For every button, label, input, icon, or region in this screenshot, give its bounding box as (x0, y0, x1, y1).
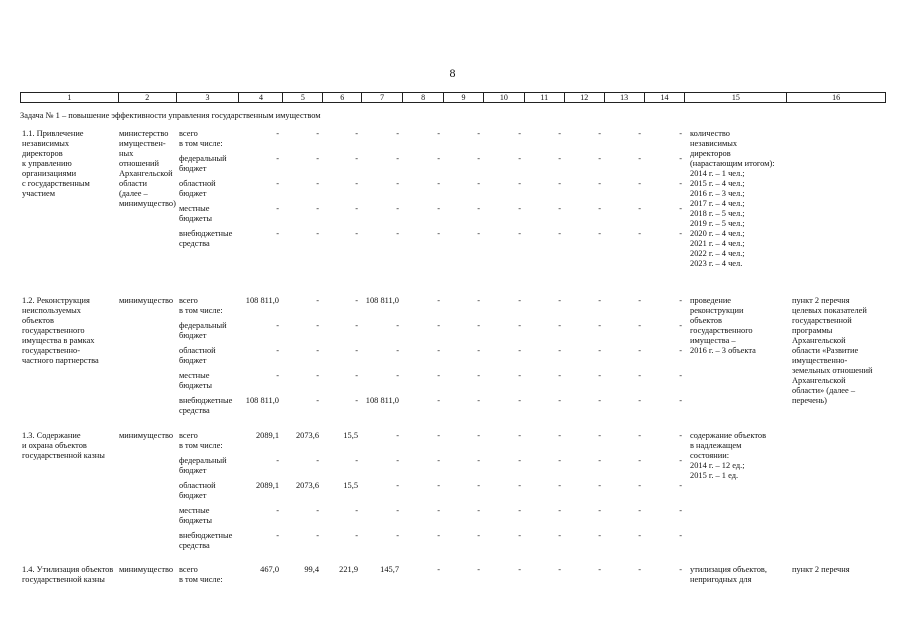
funding-value-cell: - (679, 506, 682, 515)
header-col-9: 9 (444, 93, 484, 102)
funding-value-cell: - (598, 154, 601, 163)
funding-value-cell: - (396, 456, 399, 465)
indicator-reference: пункт 2 перечня (792, 565, 850, 574)
funding-value-cell: - (477, 531, 480, 540)
page-number: 8 (449, 66, 456, 80)
funding-value-cell: - (316, 396, 319, 405)
funding-value-cell: - (396, 346, 399, 355)
funding-value-cell: - (316, 371, 319, 380)
funding-value-cell: - (558, 129, 561, 138)
funding-source-label: внебюджетные средства (179, 396, 233, 415)
funding-value-cell: - (679, 154, 682, 163)
funding-source-label: внебюджетные средства (179, 531, 233, 550)
funding-value-cell: - (638, 129, 641, 138)
funding-value-cell: - (316, 321, 319, 330)
funding-value-cell: - (598, 481, 601, 490)
funding-value-cell: - (518, 321, 521, 330)
funding-source-label: местные бюджеты (179, 204, 213, 223)
funding-value-cell: - (355, 229, 358, 238)
funding-value-cell: - (638, 396, 641, 405)
funding-value-cell: - (355, 506, 358, 515)
funding-value-cell: 15,5 (343, 481, 358, 490)
funding-value-cell: - (316, 154, 319, 163)
funding-value-cell: - (355, 204, 358, 213)
funding-value-cell: - (518, 565, 521, 574)
funding-value-cell: - (518, 431, 521, 440)
funding-value-cell: 2073,6 (295, 431, 319, 440)
funding-value-cell: - (638, 346, 641, 355)
funding-value-cell: - (598, 531, 601, 540)
funding-value-cell: - (316, 129, 319, 138)
funding-source-label: областной бюджет (179, 481, 216, 500)
funding-value-cell: - (355, 531, 358, 540)
funding-value-cell: - (598, 506, 601, 515)
funding-value-cell: - (679, 321, 682, 330)
funding-value-cell: - (558, 565, 561, 574)
funding-value-cell: - (558, 531, 561, 540)
funding-value-cell: - (437, 179, 440, 188)
executor: минимущество (119, 565, 174, 574)
measure-name: 1.3. Содержание и охрана объектов государственной казны (22, 431, 105, 460)
funding-value-cell: - (558, 154, 561, 163)
funding-value-cell: - (437, 346, 440, 355)
funding-value-cell: - (276, 204, 279, 213)
funding-value-cell: 2073,6 (295, 481, 319, 490)
funding-value-cell: - (316, 456, 319, 465)
funding-value-cell: - (598, 456, 601, 465)
funding-value-cell: - (638, 204, 641, 213)
funding-value-cell: - (355, 346, 358, 355)
funding-value-cell: - (558, 431, 561, 440)
funding-value-cell: - (679, 179, 682, 188)
funding-value-cell: - (396, 204, 399, 213)
funding-value-cell: - (598, 179, 601, 188)
funding-value-cell: - (437, 204, 440, 213)
target-indicator: содержание объектов в надлежащем состоянии: 2014 г. – 12 ед.; 2015 г. – 1 ед. (690, 431, 767, 480)
funding-value-cell: - (477, 346, 480, 355)
funding-value-cell: - (558, 179, 561, 188)
measure-name: 1.1. Привлечение независимых директоров к управлению организациями с государственным участием (22, 129, 90, 198)
funding-source-label: федеральный бюджет (179, 321, 227, 340)
funding-value-cell: - (276, 456, 279, 465)
funding-value-cell: - (316, 531, 319, 540)
funding-value-cell: - (477, 506, 480, 515)
funding-value-cell: - (396, 481, 399, 490)
header-col-3: 3 (177, 93, 240, 102)
funding-value-cell: - (355, 179, 358, 188)
funding-value-cell: - (558, 481, 561, 490)
executor: министерство имуществен- ных отношений Архангельской области (далее – минимущество) (119, 129, 176, 208)
header-col-1: 1 (21, 93, 119, 102)
funding-value-cell: - (518, 481, 521, 490)
funding-value-cell: - (638, 229, 641, 238)
funding-value-cell: - (679, 204, 682, 213)
funding-value-cell: - (396, 506, 399, 515)
funding-value-cell: - (355, 396, 358, 405)
executor: минимущество (119, 431, 174, 440)
funding-value-cell: - (518, 371, 521, 380)
funding-value-cell: - (316, 204, 319, 213)
funding-value-cell: - (558, 321, 561, 330)
funding-source-label: федеральный бюджет (179, 456, 227, 475)
funding-value-cell: 221,9 (339, 565, 358, 574)
header-col-2: 2 (119, 93, 177, 102)
funding-value-cell: - (316, 296, 319, 305)
funding-value-cell: - (316, 506, 319, 515)
funding-value-cell: - (518, 456, 521, 465)
funding-value-cell: - (396, 179, 399, 188)
funding-value-cell: - (598, 321, 601, 330)
funding-value-cell: - (477, 296, 480, 305)
task-heading: Задача № 1 – повышение эффективности управления государственным имуществом (20, 111, 321, 120)
funding-value-cell: - (518, 154, 521, 163)
header-col-11: 11 (525, 93, 565, 102)
funding-value-cell: 108 811,0 (245, 296, 279, 305)
funding-value-cell: - (396, 431, 399, 440)
funding-value-cell: - (396, 321, 399, 330)
funding-value-cell: - (558, 456, 561, 465)
funding-value-cell: - (598, 229, 601, 238)
funding-value-cell: - (518, 346, 521, 355)
funding-value-cell: 99,4 (304, 565, 319, 574)
funding-value-cell: - (437, 531, 440, 540)
funding-value-cell: - (437, 296, 440, 305)
funding-value-cell: - (276, 229, 279, 238)
executor: минимущество (119, 296, 174, 305)
header-col-6: 6 (323, 93, 362, 102)
funding-value-cell: - (558, 346, 561, 355)
funding-value-cell: - (437, 129, 440, 138)
funding-source-label: всего в том числе: (179, 431, 223, 450)
funding-value-cell: - (276, 154, 279, 163)
funding-value-cell: - (518, 296, 521, 305)
funding-value-cell: - (477, 456, 480, 465)
funding-value-cell: - (558, 229, 561, 238)
funding-value-cell: - (276, 179, 279, 188)
funding-value-cell: - (477, 229, 480, 238)
funding-value-cell: - (638, 506, 641, 515)
funding-value-cell: - (679, 565, 682, 574)
funding-value-cell: - (558, 296, 561, 305)
funding-value-cell: - (276, 506, 279, 515)
funding-value-cell: - (638, 154, 641, 163)
funding-value-cell: - (276, 371, 279, 380)
funding-value-cell: - (316, 179, 319, 188)
funding-value-cell: - (477, 321, 480, 330)
funding-value-cell: - (598, 396, 601, 405)
funding-value-cell: - (679, 129, 682, 138)
funding-value-cell: 2089,1 (255, 481, 279, 490)
funding-value-cell: - (276, 321, 279, 330)
funding-value-cell: 2089,1 (255, 431, 279, 440)
funding-source-label: областной бюджет (179, 179, 216, 198)
indicator-reference: пункт 2 перечня целевых показателей государственной программы Архангельской области «Развитие имущественно- земельных отношений Архангельской области» (далее – перечень) (792, 296, 873, 405)
column-number-header (20, 92, 886, 103)
funding-value-cell: - (355, 129, 358, 138)
funding-value-cell: - (477, 154, 480, 163)
funding-value-cell: - (518, 531, 521, 540)
target-indicator: количество независимых директоров (нарастающим итогом): 2014 г. – 1 чел.; 2015 г. – 4 чел.; 2016 г. – 3 чел.; 2017 г. – 4 чел.; 2018 г. – 5 чел.; 2019 г. – 5 чел.; 2020 г. – 4 чел.; 2021 г. – 4 чел.; 2022 г. – 4 чел.; 2023 г. – 4 чел. (690, 129, 775, 268)
funding-value-cell: - (276, 129, 279, 138)
funding-value-cell: - (679, 396, 682, 405)
funding-value-cell: - (396, 229, 399, 238)
funding-value-cell: - (396, 129, 399, 138)
funding-value-cell: 108 811,0 (245, 396, 279, 405)
funding-value-cell: - (558, 204, 561, 213)
funding-value-cell: - (598, 565, 601, 574)
header-col-10: 10 (484, 93, 525, 102)
funding-value-cell: - (276, 346, 279, 355)
funding-value-cell: - (679, 346, 682, 355)
measure-name: 1.2. Реконструкция неиспользуемых объектов государственного имущества в рамках государственно- частного партнерства (22, 296, 99, 365)
funding-source-label: внебюджетные средства (179, 229, 233, 248)
funding-value-cell: - (477, 371, 480, 380)
funding-value-cell: - (396, 154, 399, 163)
funding-value-cell: - (437, 371, 440, 380)
funding-value-cell: - (437, 481, 440, 490)
funding-value-cell: - (679, 229, 682, 238)
funding-value-cell: - (679, 431, 682, 440)
funding-value-cell: - (437, 321, 440, 330)
funding-value-cell: - (477, 204, 480, 213)
funding-value-cell: - (598, 204, 601, 213)
funding-value-cell: - (518, 506, 521, 515)
funding-value-cell: - (518, 179, 521, 188)
funding-value-cell: - (638, 481, 641, 490)
funding-value-cell: - (558, 506, 561, 515)
funding-value-cell: - (638, 296, 641, 305)
funding-value-cell: - (437, 456, 440, 465)
funding-source-label: всего в том числе: (179, 565, 223, 584)
funding-value-cell: - (598, 346, 601, 355)
header-col-16: 16 (832, 93, 841, 102)
funding-value-cell: - (679, 371, 682, 380)
funding-value-cell: - (477, 396, 480, 405)
funding-value-cell: - (558, 371, 561, 380)
funding-value-cell: - (276, 531, 279, 540)
funding-value-cell: - (638, 456, 641, 465)
funding-value-cell: - (558, 396, 561, 405)
funding-value-cell: - (355, 321, 358, 330)
funding-value-cell: - (598, 371, 601, 380)
target-indicator: проведение реконструкции объектов государственного имущества – 2016 г. – 3 объекта (690, 296, 756, 355)
funding-value-cell: - (598, 431, 601, 440)
funding-value-cell: - (355, 371, 358, 380)
header-col-4: 4 (239, 93, 283, 102)
funding-value-cell: - (518, 229, 521, 238)
funding-value-cell: - (437, 565, 440, 574)
funding-value-cell: 145,7 (380, 565, 399, 574)
funding-value-cell: - (518, 204, 521, 213)
funding-value-cell: - (679, 456, 682, 465)
funding-value-cell: - (598, 129, 601, 138)
funding-value-cell: - (477, 431, 480, 440)
header-col-15: 15 (685, 93, 787, 102)
funding-source-label: местные бюджеты (179, 506, 213, 525)
funding-value-cell: - (638, 431, 641, 440)
funding-value-cell: - (437, 506, 440, 515)
funding-value-cell: - (316, 346, 319, 355)
funding-value-cell: - (638, 371, 641, 380)
funding-value-cell: - (518, 129, 521, 138)
funding-value-cell: 15,5 (343, 431, 358, 440)
funding-source-label: областной бюджет (179, 346, 216, 365)
funding-value-cell: - (638, 179, 641, 188)
target-indicator: утилизация объектов, непригодных для (690, 565, 767, 584)
funding-value-cell: - (638, 565, 641, 574)
funding-value-cell: - (355, 296, 358, 305)
header-col-12: 12 (565, 93, 605, 102)
funding-value-cell: - (316, 229, 319, 238)
funding-value-cell: - (477, 179, 480, 188)
funding-value-cell: 108 811,0 (365, 396, 399, 405)
funding-value-cell: - (437, 154, 440, 163)
funding-value-cell: 108 811,0 (365, 296, 399, 305)
funding-value-cell: - (638, 321, 641, 330)
funding-source-label: всего в том числе: (179, 296, 223, 315)
funding-value-cell: - (437, 396, 440, 405)
funding-source-label: федеральный бюджет (179, 154, 227, 173)
funding-value-cell: - (355, 154, 358, 163)
funding-source-label: всего в том числе: (179, 129, 223, 148)
header-col-8: 8 (403, 93, 444, 102)
header-col-7: 7 (362, 93, 403, 102)
header-col-13: 13 (605, 93, 645, 102)
funding-value-cell: - (437, 229, 440, 238)
funding-value-cell: - (477, 129, 480, 138)
funding-value-cell: 467,0 (260, 565, 279, 574)
funding-value-cell: - (437, 431, 440, 440)
measure-name: 1.4. Утилизация объектов государственной казны (22, 565, 114, 584)
funding-value-cell: - (518, 396, 521, 405)
header-col-5: 5 (283, 93, 323, 102)
funding-value-cell: - (477, 565, 480, 574)
funding-value-cell: - (396, 371, 399, 380)
funding-value-cell: - (679, 296, 682, 305)
funding-value-cell: - (679, 531, 682, 540)
funding-value-cell: - (679, 481, 682, 490)
funding-source-label: местные бюджеты (179, 371, 213, 390)
header-col-14: 14 (645, 93, 686, 102)
funding-value-cell: - (355, 456, 358, 465)
funding-value-cell: - (598, 296, 601, 305)
funding-value-cell: - (396, 531, 399, 540)
funding-value-cell: - (638, 531, 641, 540)
funding-value-cell: - (477, 481, 480, 490)
